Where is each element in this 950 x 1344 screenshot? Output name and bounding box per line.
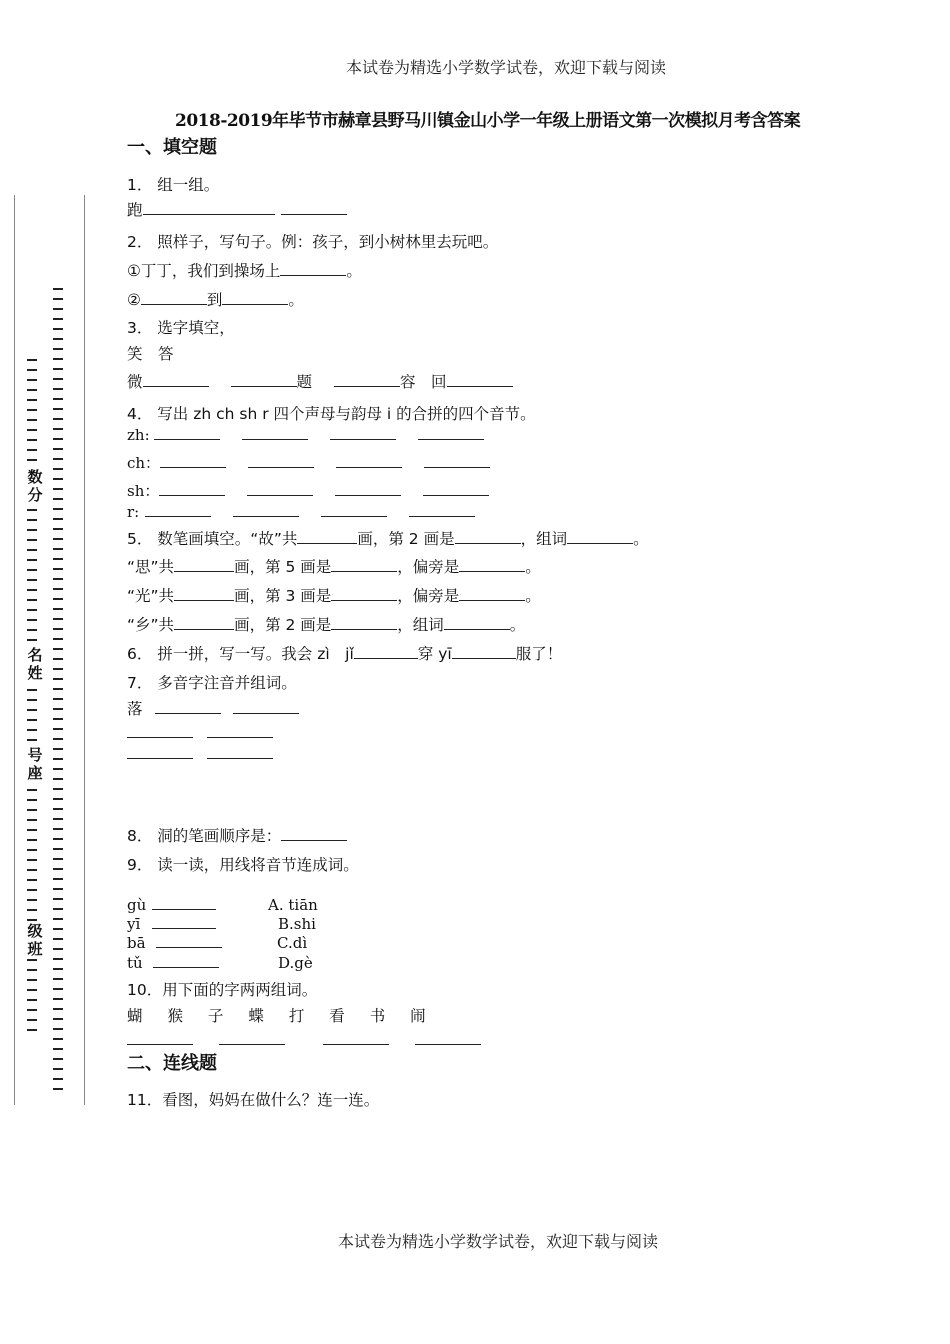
binding-dash [27,799,37,801]
q10-char: 猴 [167,1007,183,1025]
q9-right-c: C.dì [277,934,308,952]
q7-char-luo: 落 [127,700,143,718]
binding-dash [27,639,37,641]
binding-dash [27,999,37,1001]
q9-right-a: A. tiān [268,896,318,914]
q9-left-ba: bā [127,934,146,952]
binding-dash [27,809,37,811]
binding-dash [27,989,37,991]
q2-period: 。 [288,291,304,309]
q1-answer-row [127,198,347,220]
binding-dash [53,558,63,560]
binding-dash [53,428,63,430]
q5-row-xiang [127,613,525,635]
q3-answer-row [127,370,513,392]
binding-dash [27,579,37,581]
binding-dash [27,789,37,791]
q5-row-si [127,555,541,577]
binding-dash [53,508,63,510]
answer-blank[interactable] [331,570,397,572]
answer-blank[interactable] [153,966,219,968]
q10-char: 书 [369,1007,386,1025]
binding-dash [53,338,63,340]
binding-dash [27,539,37,541]
binding-dash [27,719,37,721]
answer-blank[interactable] [281,839,347,841]
answer-blank[interactable] [160,466,226,468]
binding-dash [27,899,37,901]
question-6 [127,642,562,664]
binding-dash [53,668,63,670]
q10-char: 打 [288,1007,305,1025]
q4-row-r [127,503,475,521]
q7-row-2 [127,724,273,742]
binding-dash [53,1068,63,1070]
question-10: 10．用下面的字两两组词。 [127,981,318,999]
binding-dash [53,468,63,470]
binding-dash [27,609,37,611]
answer-blank[interactable] [418,438,484,440]
binding-dash [53,448,63,450]
binding-dash [27,399,37,401]
q10-char: 看 [329,1007,345,1025]
binding-dash [53,648,63,650]
binding-dash [53,298,63,300]
answer-blank[interactable] [423,494,489,496]
answer-blank[interactable] [335,494,401,496]
binding-dash [53,698,63,700]
binding-dash [53,518,63,520]
q4-row-zh [127,426,484,444]
question-8 [127,824,347,846]
question-4: 4． 写出 zh ch sh r 四个声母与韵母 i 的合拼的四个音节。 [127,405,536,423]
page-footer: 本试卷为精选小学数学试卷，欢迎下载与阅读 [338,1232,659,1251]
answer-blank[interactable] [154,438,220,440]
binding-dash [27,1019,37,1021]
binding-dash [53,738,63,740]
answer-blank[interactable] [156,946,222,948]
binding-dash [27,559,37,561]
binding-dash [27,819,37,821]
binding-dash [53,908,63,910]
answer-blank[interactable] [336,466,402,468]
binding-dash [53,598,63,600]
answer-blank[interactable] [424,466,490,468]
binding-dash [53,608,63,610]
answer-blank[interactable] [127,736,193,738]
answer-blank[interactable] [155,712,221,714]
binding-dash [53,478,63,480]
binding-dash [53,688,63,690]
binding-dash [27,1029,37,1031]
answer-blank[interactable] [219,1043,285,1045]
binding-dash [27,969,37,971]
binding-dash [53,368,63,370]
answer-blank[interactable] [409,515,475,517]
binding-dash [27,1009,37,1011]
q9-left-tu: tǔ [127,954,143,972]
binding-dash [27,859,37,861]
binding-dash [53,578,63,580]
q5-xiang-b: 画，第 2 画是 [234,616,332,634]
binding-dash [27,359,37,361]
binding-dash [53,718,63,720]
binding-dash [27,619,37,621]
answer-blank[interactable] [141,303,207,305]
binding-dash [53,1058,63,1060]
question-3: 3． 选字填空， [127,319,235,337]
q4-label-sh: sh： [127,482,160,500]
binding-dash [53,1088,63,1090]
question-5 [127,527,649,549]
binding-dash [53,848,63,850]
answer-blank[interactable] [447,385,513,387]
q2-suffix: 。 [346,262,362,280]
binding-dash [53,528,63,530]
binding-dash [27,979,37,981]
binding-dash [53,568,63,570]
binding-dash [53,1078,63,1080]
question-2: 2． 照样子，写句子。例：孩子，到小树林里去玩吧。 [127,233,499,251]
binding-dash [53,808,63,810]
answer-blank[interactable] [281,213,347,215]
q9-row-3 [127,934,222,952]
answer-blank[interactable] [152,927,216,929]
answer-blank[interactable] [174,628,234,630]
binding-dash [53,938,63,940]
answer-blank[interactable] [159,494,225,496]
binding-dash [27,879,37,881]
q4-row-sh [127,480,489,501]
answer-blank[interactable] [145,515,211,517]
binding-dash [27,439,37,441]
q10-char: 蝴 [127,1007,143,1025]
answer-blank[interactable] [127,1043,193,1045]
q5-si-b: 画，第 5 画是 [234,558,332,576]
q7-row-1 [127,697,299,719]
answer-blank[interactable] [354,657,418,659]
answer-blank[interactable] [247,494,313,496]
answer-blank[interactable] [323,1043,389,1045]
q5-text-c: ，组词 [520,530,568,548]
binding-dash [53,798,63,800]
question-11: 11．看图，妈妈在做什么？连一连。 [127,1091,380,1109]
q6-text-b: 穿 yī [417,645,452,663]
binding-dash [53,358,63,360]
binding-dash [27,839,37,841]
binding-dash [27,869,37,871]
q4-label-r: r: [127,503,140,521]
binding-dash [27,369,37,371]
binding-dash [27,919,37,921]
answer-blank[interactable] [127,757,193,759]
binding-dash [27,509,37,511]
q9-left-gu: gù [127,896,147,914]
answer-blank[interactable] [459,599,525,601]
binding-dash [27,519,37,521]
q5-guang-a: “光”共 [127,587,175,605]
q9-left-yi: yī [127,915,141,933]
section-heading-matching: 二、连线题 [127,1053,217,1074]
binding-dash [53,958,63,960]
answer-blank[interactable] [207,736,273,738]
binding-dash [53,768,63,770]
binding-dash [53,748,63,750]
binding-dash [53,328,63,330]
q5-row-guang [127,584,541,606]
q5-guang-b: 画，第 3 画是 [234,587,332,605]
q9-row-4 [127,954,219,972]
binding-dash [53,538,63,540]
q10-answer-row [127,1031,481,1049]
q9-right-b: B.shi [278,915,316,933]
binding-dash [53,978,63,980]
binding-dash [53,828,63,830]
side-label-score: 数分 [27,468,43,504]
binding-dash [53,348,63,350]
answer-blank[interactable] [233,712,299,714]
q6-text-c: 服了！ [515,645,563,663]
answer-blank[interactable] [297,542,357,544]
q9-row-2 [127,915,216,933]
q3-char-ti: 题 [296,373,313,391]
binding-dash [27,459,37,461]
binding-dash [53,618,63,620]
q10-char: 蝶 [248,1007,264,1025]
q4-label-zh: zh: [127,426,150,444]
answer-blank[interactable] [415,1043,481,1045]
binding-dash [27,419,37,421]
answer-blank[interactable] [242,438,308,440]
answer-blank[interactable] [207,757,273,759]
binding-dash [27,599,37,601]
binding-dash [27,709,37,711]
q2-circle-2: ② [127,291,141,309]
binding-dash [27,529,37,531]
binding-dash [53,488,63,490]
binding-dash [53,968,63,970]
binding-dash [53,998,63,1000]
binding-line-outer [14,195,15,1105]
answer-blank[interactable] [280,274,346,276]
q5-text-a: 5． 数笔画填空。“故”共 [127,530,298,548]
binding-dash [53,948,63,950]
q1-word: 跑 [127,201,143,219]
answer-blank[interactable] [452,657,516,659]
binding-dash [27,689,37,691]
binding-dash [53,628,63,630]
binding-dash [53,398,63,400]
question-1: 1． 组一组。 [127,176,220,194]
side-label-name: 名姓 [27,646,43,682]
answer-blank[interactable] [248,466,314,468]
binding-dash [53,548,63,550]
q2-prefix: ①丁丁，我们到操场上 [127,262,281,280]
q9-right-d: D.gè [278,954,313,972]
q5-guang-c: ，偏旁是 [397,587,460,605]
q5-si-c: ，偏旁是 [397,558,460,576]
q5-text-d: 。 [633,530,649,548]
binding-dash [53,288,63,290]
binding-dash [53,678,63,680]
q5-xiang-c: ，组词 [397,616,444,634]
binding-dash [27,909,37,911]
binding-dash [27,959,37,961]
binding-dash [53,888,63,890]
binding-dash [27,889,37,891]
binding-dash [53,458,63,460]
q5-xiang-d: 。 [509,616,526,634]
q10-char: 子 [207,1007,224,1025]
binding-dash [53,1048,63,1050]
q5-si-a: “思”共 [127,558,175,576]
answer-blank[interactable] [233,515,299,517]
binding-dash [53,1038,63,1040]
q9-row-1 [127,896,216,914]
binding-dash [53,1018,63,1020]
answer-blank[interactable] [152,908,216,910]
q4-row-ch [127,452,490,473]
binding-dash [53,878,63,880]
answer-blank[interactable] [567,542,633,544]
binding-dash [53,658,63,660]
binding-dash [53,708,63,710]
binding-dash [53,868,63,870]
binding-dash [53,308,63,310]
q2-line-2 [127,288,304,310]
answer-blank[interactable] [459,570,525,572]
answer-blank[interactable] [455,542,521,544]
binding-dash [53,838,63,840]
binding-dash [53,818,63,820]
binding-dash [27,449,37,451]
binding-dash [27,379,37,381]
binding-dash [27,829,37,831]
binding-dash [53,378,63,380]
q5-si-d: 。 [525,558,541,576]
binding-dash [53,928,63,930]
binding-dash [27,389,37,391]
exam-title: 2018-2019年毕节市赫章县野马川镇金山小学一年级上册语文第一次模拟月考含答案 [175,111,801,131]
answer-blank[interactable] [334,385,400,387]
binding-dash [27,699,37,701]
binding-dash [53,918,63,920]
side-label-class: 级班 [27,922,43,958]
answer-blank[interactable] [174,599,234,601]
binding-dash [27,849,37,851]
binding-dash [27,429,37,431]
binding-dash [27,739,37,741]
answer-blank[interactable] [331,628,397,630]
binding-dash [53,858,63,860]
binding-dash [53,318,63,320]
section-heading-fill: 一、填空题 [127,137,217,158]
q5-xiang-a: “乡”共 [127,616,175,634]
q3-chars: 笑 答 [127,345,174,363]
side-label-seat: 号座 [27,746,43,782]
q2-dao: 到 [206,291,223,309]
answer-blank[interactable] [321,515,387,517]
answer-blank[interactable] [330,438,396,440]
answer-blank[interactable] [444,628,510,630]
binding-dash [53,638,63,640]
question-7: 7． 多音字注音并组词。 [127,674,297,692]
q7-row-3 [127,745,273,763]
binding-dash [53,408,63,410]
answer-blank[interactable] [143,385,209,387]
binding-dash [27,589,37,591]
q10-char-row [127,1004,426,1026]
binding-dash [53,988,63,990]
binding-dash [53,728,63,730]
binding-dash [53,438,63,440]
binding-dash [53,418,63,420]
binding-dash [53,778,63,780]
q8-text: 8． 洞的笔画顺序是： [127,827,282,845]
q6-text-a: 6． 拼一拼，写一写。我会 zì jǐ [127,645,354,663]
answer-blank[interactable] [143,213,275,215]
q3-char-rong-hui: 容 回 [400,373,447,391]
binding-dash [53,788,63,790]
binding-dash [53,1028,63,1030]
answer-blank[interactable] [231,385,297,387]
binding-line-inner [84,195,85,1105]
q5-guang-d: 。 [525,587,541,605]
binding-dash [53,898,63,900]
q2-line-1 [127,259,362,281]
binding-dashes-right [52,284,64,1094]
binding-dash [27,729,37,731]
binding-dash [53,588,63,590]
binding-dash [53,1008,63,1010]
binding-dash [53,758,63,760]
page-header: 本试卷为精选小学数学试卷，欢迎下载与阅读 [346,58,667,77]
question-9: 9． 读一读，用线将音节连成词。 [127,856,359,874]
binding-dash [27,409,37,411]
binding-dash [27,549,37,551]
answer-blank[interactable] [331,599,397,601]
q10-char: 闹 [410,1007,426,1025]
q4-label-ch: ch： [127,454,161,472]
q3-char-wei: 微 [127,373,143,391]
answer-blank[interactable] [222,303,288,305]
answer-blank[interactable] [174,570,234,572]
q5-text-b: 画，第 2 画是 [357,530,455,548]
binding-dash [27,569,37,571]
binding-dash [27,629,37,631]
binding-dash [53,498,63,500]
binding-dash [53,388,63,390]
